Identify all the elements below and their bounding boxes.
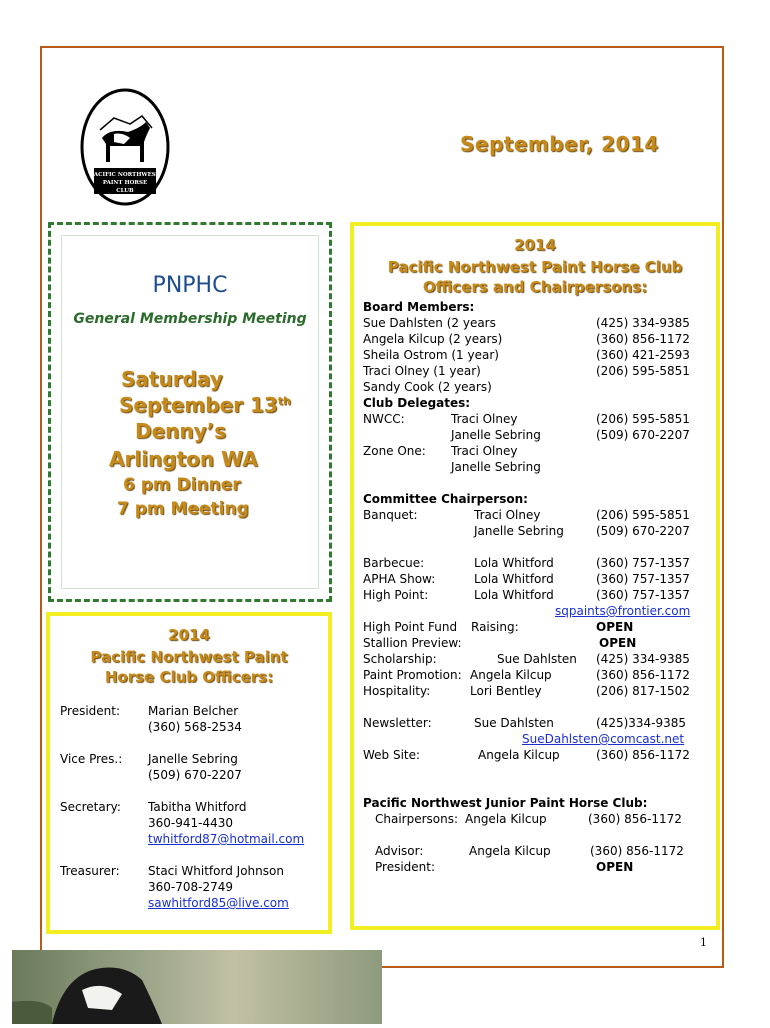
officers-title-line-1: Pacific Northwest Paint <box>90 648 288 666</box>
club-logo <box>80 88 170 206</box>
meeting-day: Saturday <box>121 367 223 391</box>
meeting-date-text: September 13 <box>119 393 278 417</box>
junior-advisor-phone: (360) 856-1172 <box>590 844 684 858</box>
officer-role-president: President: <box>60 704 121 718</box>
barbecue-label: Barbecue: <box>363 556 425 570</box>
board-member-phone: (425) 334-9385 <box>596 316 690 330</box>
chairs-title-line-1: Pacific Northwest Paint Horse Club <box>387 258 683 276</box>
junior-chairperson-phone: (360) 856-1172 <box>588 812 682 826</box>
horse-photo-graphic <box>12 950 382 1024</box>
junior-advisor-name: Angela Kilcup <box>469 844 551 858</box>
officers-year: 2014 <box>168 626 210 644</box>
meeting-venue: Denny’s <box>135 419 227 443</box>
board-member-name: Sheila Ostrom (1 year) <box>363 348 499 362</box>
high-point-fund-status: OPEN <box>596 620 634 634</box>
zone-one-delegate-2: Janelle Sebring <box>451 460 541 474</box>
junior-advisor-label: Advisor: <box>375 844 424 858</box>
meeting-date <box>119 393 291 417</box>
hospitality-phone: (206) 817-1502 <box>596 684 690 698</box>
junior-chairpersons-label: Chairpersons: <box>375 812 459 826</box>
page-number: 1 <box>700 936 707 949</box>
nwcc-delegate-2: Janelle Sebring <box>451 428 541 442</box>
banquet-label: Banquet: <box>363 508 418 522</box>
apha-show-chair: Lola Whitford <box>474 572 554 586</box>
apha-show-phone: (360) 757-1357 <box>596 572 690 586</box>
officer-phone-president: (360) 568-2534 <box>148 720 242 734</box>
org-abbrev: PNPHC <box>152 273 228 298</box>
club-officers-section <box>46 612 332 934</box>
officer-role-treasurer: Treasurer: <box>60 864 120 878</box>
high-point-phone: (360) 757-1357 <box>596 588 690 602</box>
web-site-phone: (360) 856-1172 <box>596 748 690 762</box>
newsletter-month: September, 2014 <box>460 132 659 156</box>
officer-name-treasurer: Staci Whitford Johnson <box>148 864 284 878</box>
nwcc-label: NWCC: <box>363 412 405 426</box>
nwcc-delegate-1-phone: (206) 595-5851 <box>596 412 690 426</box>
officer-role-vice-president: Vice Pres.: <box>60 752 123 766</box>
meeting-city: Arlington WA <box>109 447 258 471</box>
club-delegates-label: Club Delegates: <box>363 396 471 410</box>
junior-club-title: Pacific Northwest Junior Paint Horse Club: <box>363 796 648 810</box>
paint-promotion-phone: (360) 856-1172 <box>596 668 690 682</box>
high-point-chair: Lola Whitford <box>474 588 554 602</box>
logo-line-1: PACIFIC NORTHWEST <box>90 172 160 178</box>
nwcc-delegate-1: Traci Olney <box>451 412 518 426</box>
hospitality-chair: Lori Bentley <box>470 684 542 698</box>
high-point-email-link[interactable]: sqpaints@frontier.com <box>555 604 691 618</box>
board-member-phone: (360) 856-1172 <box>596 332 690 346</box>
web-site-chair: Angela Kilcup <box>478 748 560 762</box>
committee-chairperson-label: Committee Chairperson: <box>363 492 528 506</box>
secretary-email-link[interactable]: twhitford87@hotmail.com <box>148 832 305 846</box>
officer-phone-treasurer: 360-708-2749 <box>148 880 234 894</box>
officer-name-vice-president: Janelle Sebring <box>148 752 238 766</box>
banquet-chair-1-phone: (206) 595-5851 <box>596 508 690 522</box>
dinner-time: 6 pm Dinner <box>123 475 241 495</box>
meeting-subtitle: General Membership Meeting <box>73 311 307 327</box>
chairs-year: 2014 <box>514 236 556 254</box>
meeting-time: 7 pm Meeting <box>117 499 249 519</box>
board-member-name: Sandy Cook (2 years) <box>363 380 492 394</box>
chairs-title-line-2: Officers and Chairpersons: <box>422 278 648 296</box>
board-members-label: Board Members: <box>363 300 475 314</box>
logo-line-2: PAINT HORSE <box>102 180 148 186</box>
officer-phone-vice-president: (509) 670-2207 <box>148 768 242 782</box>
paint-promotion-label: Paint Promotion: <box>363 668 462 682</box>
officer-phone-secretary: 360-941-4430 <box>148 816 234 830</box>
stallion-preview-status: OPEN <box>599 636 637 650</box>
high-point-fund-raising-label: Raising: <box>471 620 519 634</box>
treasurer-email-link[interactable]: sawhitford85@live.com <box>148 896 289 910</box>
high-point-label: High Point: <box>363 588 429 602</box>
banquet-chair-2-phone: (509) 670-2207 <box>596 524 690 538</box>
zone-one-delegate-1: Traci Olney <box>451 444 518 458</box>
junior-chairperson-name: Angela Kilcup <box>465 812 547 826</box>
zone-one-label: Zone One: <box>363 444 426 458</box>
newsletter-label: Newsletter: <box>363 716 432 730</box>
board-member-phone: (206) 595-5851 <box>596 364 690 378</box>
paint-promotion-chair: Angela Kilcup <box>470 668 552 682</box>
newsletter-phone: (425)334-9385 <box>596 716 687 730</box>
apha-show-label: APHA Show: <box>363 572 436 586</box>
web-site-label: Web Site: <box>363 748 421 762</box>
chairpersons-section <box>350 222 720 930</box>
barbecue-phone: (360) 757-1357 <box>596 556 690 570</box>
newsletter-email-link[interactable]: SueDahlsten@comcast.net <box>522 732 685 746</box>
horse-photo <box>12 950 382 1024</box>
scholarship-phone: (425) 334-9385 <box>596 652 690 666</box>
board-member-name: Traci Olney (1 year) <box>363 364 481 378</box>
officer-name-president: Marian Belcher <box>148 704 239 718</box>
junior-president-label: President: <box>375 860 436 874</box>
officer-name-secretary: Tabitha Whitford <box>148 800 247 814</box>
meeting-announcement <box>48 222 332 602</box>
nwcc-delegate-2-phone: (509) 670-2207 <box>596 428 690 442</box>
scholarship-chair: Sue Dahlsten <box>497 652 577 666</box>
board-member-phone: (360) 421-2593 <box>596 348 690 362</box>
logo-line-3: CLUB <box>116 188 134 194</box>
officers-title-line-2: Horse Club Officers: <box>104 668 274 686</box>
high-point-fund-label: High Point Fund <box>363 620 458 634</box>
newsletter-chair: Sue Dahlsten <box>474 716 554 730</box>
scholarship-label: Scholarship: <box>363 652 437 666</box>
board-member-name: Sue Dahlsten (2 years <box>363 316 496 330</box>
barbecue-chair: Lola Whitford <box>474 556 554 570</box>
banquet-chair-2: Janelle Sebring <box>474 524 564 538</box>
banquet-chair-1: Traci Olney <box>474 508 541 522</box>
stallion-preview-label: Stallion Preview: <box>363 636 462 650</box>
junior-president-status: OPEN <box>596 860 634 874</box>
officer-role-secretary: Secretary: <box>60 800 121 814</box>
hospitality-label: Hospitality: <box>363 684 431 698</box>
board-member-name: Angela Kilcup (2 years) <box>363 332 503 346</box>
meeting-date-suffix: th <box>277 394 291 408</box>
